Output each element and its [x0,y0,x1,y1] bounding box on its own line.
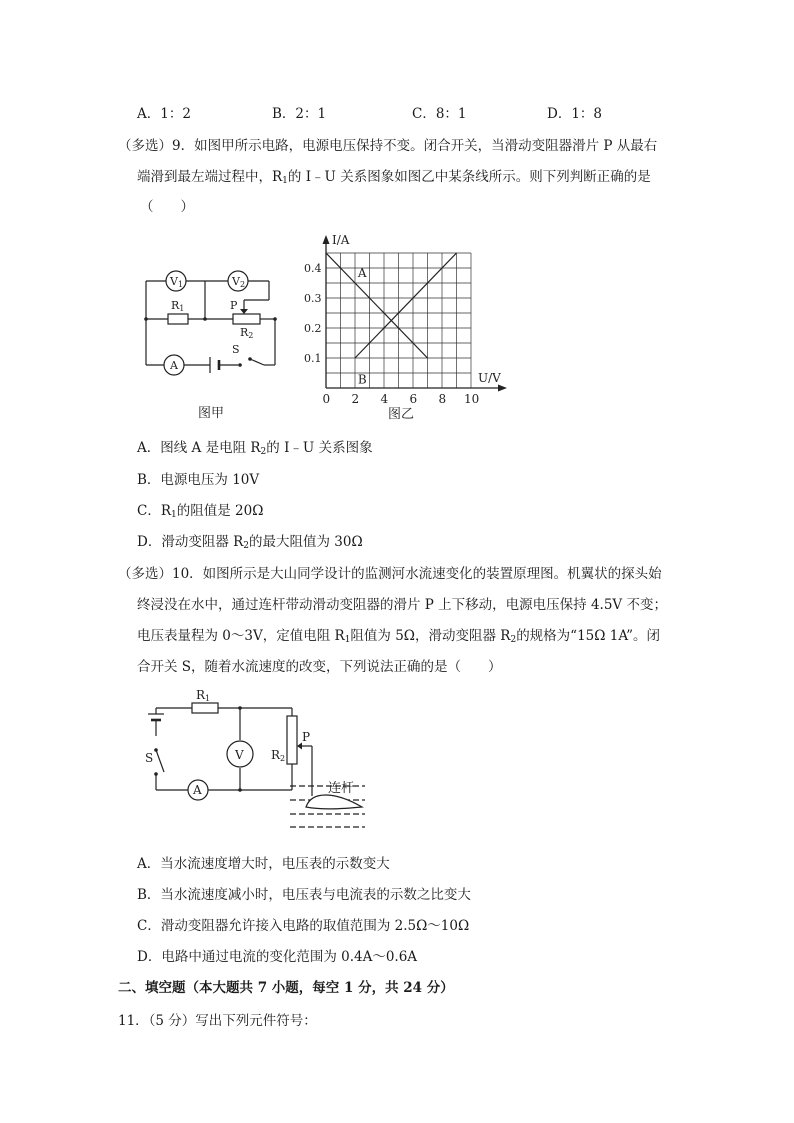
q8-option-d: D．1：8 [547,106,603,122]
series-line-a [326,253,428,358]
q9-option-d: D．滑动变阻器 $R_2$的最大阻值为 30Ω [137,534,363,551]
r2-label: R2 [240,326,254,340]
x-tick-label: 0 [322,392,331,406]
x-tick-label: 8 [438,392,447,406]
q8-option-c: C．8：1 [412,106,467,122]
q10-line2: 终浸没在水中，通过连杆带动滑动变阻器的滑片 P 上下移动，电源电压保持 4.5V 不变； [137,597,667,613]
p-label: P [230,299,238,312]
q9-line2: 端滑到最左端过程中，$R_1$的 I﹣U 关系图象如图乙中某条线所示。则下列判断正确的是 [137,169,651,186]
q9-answer-bracket: （ ） [140,199,194,215]
q9-iu-graph [296,228,516,428]
q11-text: 11．（5 分）写出下列元件符号： [118,1013,317,1029]
x-tick-label: 10 [464,392,480,406]
q10-option-b: B．当水流速度减小时，电压表与电流表的示数之比变大 [137,887,471,903]
x-axis-arrow [498,385,507,392]
fig2-caption: 图乙 [388,407,415,422]
q9-option-a: A．图线 A 是电阻 $R_2$的 I﹣U 关系图象 [137,440,373,457]
q10-line3: 电压表量程为 0～3V，定值电阻 $R_1$阻值为 5Ω，滑动变阻器 $R_2$的规格为“15Ω 1A”。闭 [137,628,661,645]
q10-line4: 合开关 S，随着水流速度的改变，下列说法正确的是（ ） [137,659,502,675]
q8-option-a: A．1：2 [137,106,191,122]
q10-ammeter-label: A [193,783,202,797]
q10-line1: （多选）10．如图所示是大山同学设计的监测河水流速变化的装置原理图。机翼状的探头始 [118,566,662,582]
q10-p-label: P [302,730,311,744]
ammeter-label: A [170,359,178,372]
q10-option-c: C．滑动变阻器允许接入电路的取值范围为 2.5Ω～10Ω [137,918,470,934]
y-tick-label: 0.2 [304,322,322,335]
line-a-label: A [357,266,367,280]
y-axis-arrow [323,235,330,244]
graph-series [326,253,457,387]
x-tick-label: 4 [380,392,389,406]
q9-circuit-figure [130,255,290,425]
x-tick-label: 6 [409,392,418,406]
q9-option-c: C．$R_1$的阻值是 20Ω [137,503,264,520]
y-tick-label: 0.1 [304,352,322,365]
y-tick-label: 0.4 [304,262,322,275]
q8-option-b: B．2：1 [272,106,327,122]
graph-y-axis-label: I/A [332,233,350,247]
q10-option-a: A．当水流速度增大时，电压表的示数变大 [137,856,390,872]
q9-line1: （多选）9．如图甲所示电路，电源电压保持不变。闭合开关，当滑动变阻器滑片 P 从最右 [118,138,658,154]
rod-label: 连杆 [328,781,355,796]
line-b-label: B [357,372,367,387]
graph-grid [326,253,471,388]
graph-x-axis-label: U/V [478,371,501,385]
q10-switch-label: S [145,751,154,765]
fig1-caption: 图甲 [198,406,225,421]
q10-circuit-figure [140,684,380,836]
graph-ticks [304,262,479,406]
y-tick-label: 0.3 [304,292,322,305]
q10-voltmeter-label: V [235,748,244,762]
section2-title: 二、填空题（本大题共 7 小题，每空 1 分，共 24 分） [118,980,454,996]
q10-r1-label: R1 [196,688,211,703]
switch-label: S [232,343,240,356]
series-line-b [355,253,457,358]
x-tick-label: 2 [351,392,360,406]
v1-label: V1 [170,275,184,289]
q9-option-b: B．电源电压为 10V [137,472,260,488]
q10-r2-label: R2 [271,748,286,763]
v2-label: V2 [232,275,246,289]
r1-label: R1 [171,299,185,313]
q10-option-d: D．电路中通过电流的变化范围为 0.4A～0.6A [137,949,418,965]
